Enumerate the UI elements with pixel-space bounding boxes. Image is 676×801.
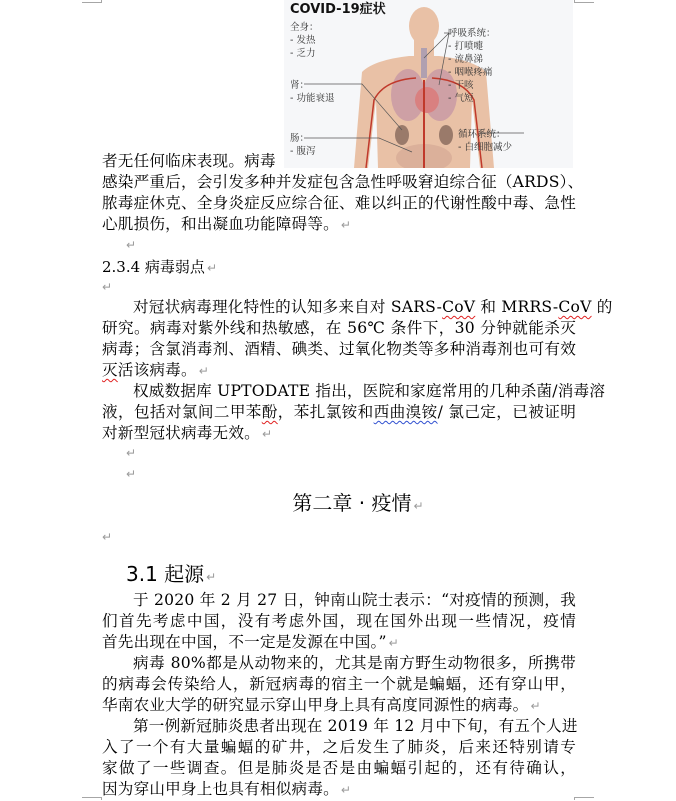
- paragraph-mark-icon: ↵: [530, 699, 541, 713]
- paragraph-mark-icon: ↵: [102, 530, 113, 544]
- subsection-heading: [102, 257, 217, 279]
- body-text-line: 第一例新冠肺炎患者出现在 2019 年 12 月中下旬，有五个人进: [133, 717, 578, 735]
- label-item: - 打喷嚏: [448, 41, 483, 52]
- body-text-line: [102, 423, 576, 445]
- figure-label-kidney: [290, 79, 334, 105]
- grammar-flag-text[interactable]: 西曲溴铵: [373, 403, 438, 421]
- page-corner-mark-top-left: [82, 0, 102, 3]
- label-heading: 全身：: [290, 22, 319, 33]
- paragraph-mark-icon: ↵: [126, 238, 137, 252]
- text-run: 心肌损伤，和出凝血功能障碍等。: [102, 215, 339, 233]
- chapter-heading: [0, 489, 676, 520]
- label-heading: 呼吸系统：: [448, 28, 496, 39]
- page-corner-mark-top-right: [574, 0, 594, 3]
- label-heading: 肾：: [290, 80, 310, 91]
- paragraph-mark-icon: ↵: [413, 499, 424, 513]
- body-text-line: [102, 360, 576, 382]
- body-text-line: 病毒；含氯消毒剂、酒精、碘类、过氧化物类等多种消毒剂也可有效: [102, 340, 576, 358]
- body-text-line: [102, 214, 576, 236]
- body-text-line: [102, 695, 576, 717]
- heading-text: 3.1 起源: [126, 562, 205, 586]
- label-item: - 乏力: [290, 48, 316, 59]
- text-run: 对新型冠状病毒无效。: [102, 424, 260, 442]
- label-item: - 功能衰退: [290, 93, 335, 104]
- label-heading: 肠：: [290, 133, 310, 144]
- covid-symptoms-figure[interactable]: [284, 0, 573, 168]
- spelling-error-text[interactable]: CoV: [558, 298, 592, 316]
- figure-label-whole-body: [290, 21, 319, 60]
- body-text-line: 于 2020 年 2 月 27 日，钟南山院士表示：“对疫情的预测，我: [133, 591, 576, 609]
- paragraph-mark-icon: ↵: [126, 446, 137, 460]
- label-item: - 腹泻: [290, 146, 316, 157]
- text-run: 首先出现在中国，不一定是发源在中国。”: [102, 633, 387, 651]
- figure-title: COVID-19症状: [290, 2, 386, 17]
- body-text-line: [102, 779, 576, 801]
- spelling-error-text[interactable]: 酚: [261, 403, 278, 421]
- label-item: - 发热: [290, 35, 316, 46]
- body-text-line: [102, 402, 576, 423]
- text-run: 对冠状病毒理化特性的认知多来自对 SARS-: [133, 298, 443, 316]
- paragraph-mark-icon: ↵: [340, 218, 352, 232]
- paragraph-mark-icon: ↵: [102, 280, 113, 294]
- paragraph-mark-icon: ↵: [198, 364, 210, 378]
- text-run: 华南农业大学的研究显示穿山甲身上具有高度同源性的病毒。: [102, 696, 529, 714]
- body-text-line: 们首先考虑中国，没有考虑外国，现在国外出现一些情况，疫情: [102, 612, 576, 630]
- body-text-line: 家做了一些调查。但是肺炎是否是由蝙蝠引起的，还有待确认，: [102, 759, 576, 777]
- heading-text: 2.3.4 病毒弱点: [102, 258, 205, 276]
- paragraph-mark-icon: ↵: [340, 783, 352, 797]
- label-item: - 白细胞减少: [458, 142, 512, 153]
- label-heading: 循环系统：: [458, 129, 506, 140]
- text-run: 和 MRRS-: [475, 298, 559, 316]
- text-run: 液，包括对氯间二甲苯: [102, 403, 262, 421]
- text-run: 活该病毒。: [117, 361, 197, 379]
- body-text-line: 权威数据库 UPTODATE 指出，医院和家庭常用的几种杀菌/消毒溶: [133, 382, 606, 400]
- paragraph-mark-icon: ↵: [206, 261, 217, 275]
- paragraph-mark-icon: ↵: [206, 570, 217, 584]
- text-run: ，苯扎氯铵和: [277, 403, 374, 421]
- chapter-title: 第二章 · 疫情: [292, 491, 412, 515]
- paragraph-mark-icon: ↵: [261, 427, 273, 441]
- body-text-line: 入了一个有大量蝙蝠的矿井，之后发生了肺炎，后来还特别请专: [102, 738, 576, 756]
- body-text-line: 的病毒会传染给人，新冠病毒的宿主一个就是蝙蝠，还有穿山甲，: [102, 675, 576, 693]
- body-text-line: [102, 297, 613, 318]
- spelling-error-text[interactable]: 灭: [102, 361, 118, 379]
- body-text-line: 研究。病毒对紫外线和热敏感，在 56℃ 条件下，30 分钟就能杀灭: [102, 319, 576, 337]
- body-text-line: 脓毒症休克、全身炎症反应综合征、难以纠正的代谢性酸中毒、急性: [102, 194, 576, 212]
- paragraph-mark-icon: ↵: [388, 636, 399, 650]
- text-run: 的: [591, 298, 613, 316]
- text-run: / 氯己定，已被证明: [437, 403, 576, 421]
- section-heading: [126, 560, 216, 591]
- label-item: - 咽喉疼痛: [448, 67, 493, 78]
- body-text-line: 病毒 80%都是从动物来的，尤其是南方野生动物很多，所携带: [133, 654, 576, 672]
- figure-label-respiratory: [448, 27, 496, 105]
- text-run: 因为穿山甲身上也具有相似病毒。: [102, 780, 339, 798]
- label-item: - 干咳: [448, 80, 474, 91]
- spelling-error-text[interactable]: CoV: [442, 298, 476, 316]
- paragraph-mark-icon: ↵: [126, 467, 137, 481]
- body-text-line: [102, 632, 576, 654]
- label-item: - 气短: [448, 93, 474, 104]
- body-text-line: 感染严重后，会引发多种并发症包含急性呼吸窘迫综合征（ARDS）、: [102, 173, 584, 191]
- label-item: - 流鼻涕: [448, 54, 483, 65]
- body-text-line: 者无任何临床表现。病毒: [102, 152, 276, 170]
